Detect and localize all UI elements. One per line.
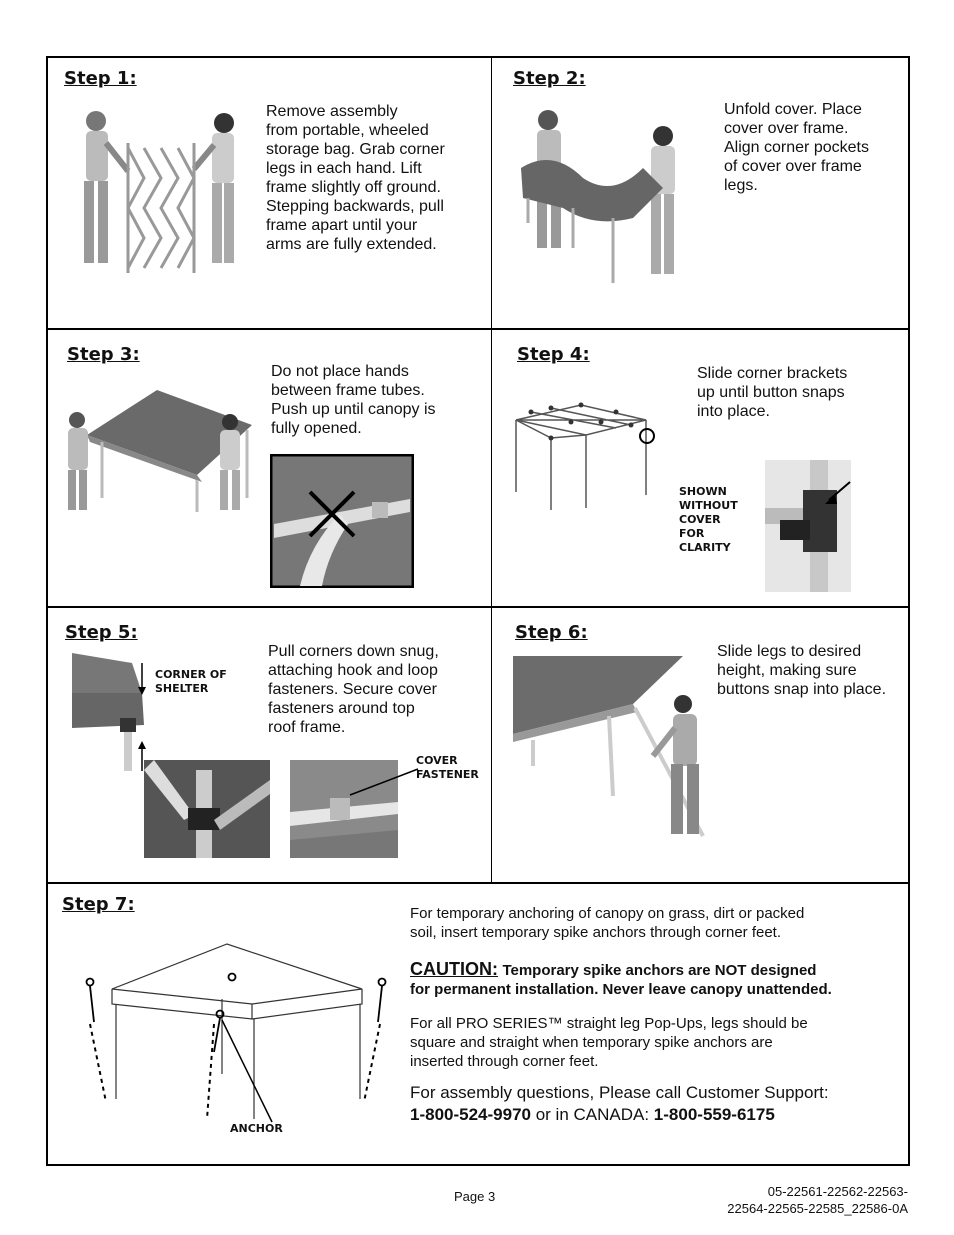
adjusting-leg-height-illustration (513, 656, 718, 846)
step-title: Step 2: (513, 68, 586, 89)
step-title: Step 5: (65, 622, 138, 643)
step-title: Step 7: (62, 894, 135, 915)
corner-of-shelter-illustration (72, 653, 152, 771)
step-4-panel (491, 330, 910, 606)
part-number (727, 1183, 908, 1217)
hook-loop-fastener-illustration (144, 760, 270, 858)
placing-cover-illustration (513, 108, 703, 288)
step-text: Remove assembly from portable, wheeled storage bag. Grab corner legs in each hand. Lift frame slightly off ground. Stepping backwards, pull frame apart until your arms are fully extended. (266, 103, 445, 253)
step-1-panel (48, 58, 491, 328)
shown-without-cover-label: SHOWN WITHOUT COVER FOR CLARITY (679, 485, 738, 554)
instruction-sheet (46, 56, 910, 1166)
step-6-panel (491, 608, 910, 882)
step-5-panel (48, 608, 491, 882)
canada-phone-number: 1-800-559-6175 (653, 1105, 775, 1124)
anchored-canopy-illustration (82, 924, 392, 1124)
step-3-panel (48, 330, 491, 606)
do-not-pinch-warning-illustration (270, 454, 414, 588)
step-text: Unfold cover. Place cover over frame. Align corner pockets of cover over frame legs. (724, 101, 869, 194)
page-number: Page 3 (454, 1189, 496, 1204)
raising-canopy-illustration (62, 380, 262, 515)
part-number-line-1: 05-22561-22562-22563- (767, 1184, 908, 1199)
step-title: Step 4: (517, 344, 590, 365)
caution-heading: CAUTION: (410, 959, 498, 979)
frame-skeleton-illustration (511, 400, 656, 530)
caution-block (410, 960, 832, 999)
caution-text: Temporary spike anchors are NOT designed for permanent installation. Never leave canopy unattended. (410, 962, 832, 998)
cover-fastener-label: COVER FASTENER (416, 754, 479, 781)
pro-series-note: For all PRO SERIES™ straight leg Pop-Ups, legs should be square and straight when temporary spike anchors are inserted through corner feet. (410, 1015, 808, 1070)
step-7-panel (48, 884, 908, 1164)
canada-label: or in CANADA: (530, 1105, 654, 1124)
phone-line (410, 1104, 775, 1126)
two-people-unfolding-frame-illustration (66, 103, 251, 278)
step-text: Slide corner brackets up until button snaps into place. (697, 365, 848, 420)
step-text: Slide legs to desired height, making sure buttons snap into place. (717, 643, 887, 698)
step-text: For temporary anchoring of canopy on grass, dirt or packed soil, insert temporary spike anchors through corner feet. (410, 905, 805, 941)
step-title: Step 1: (64, 68, 137, 89)
step-text: Do not place hands between frame tubes. Push up until canopy is fully opened. (271, 363, 436, 437)
corner-of-shelter-label: CORNER OF SHELTER (155, 668, 227, 695)
anchor-label: ANCHOR (230, 1122, 283, 1135)
step-title: Step 3: (67, 344, 140, 365)
step-2-panel (491, 58, 910, 328)
step-title: Step 6: (515, 622, 588, 643)
part-number-line-2: 22564-22565-22585_22586-0A (727, 1201, 908, 1216)
step-text: Pull corners down snug, attaching hook and loop fasteners. Secure cover fasteners around top roof frame. (268, 643, 439, 736)
support-line: For assembly questions, Please call Customer Support: (410, 1083, 829, 1102)
us-phone-number: 1-800-524-9970 (410, 1105, 531, 1124)
corner-bracket-detail-illustration (765, 460, 851, 592)
fastener-pointer-line (348, 763, 420, 803)
